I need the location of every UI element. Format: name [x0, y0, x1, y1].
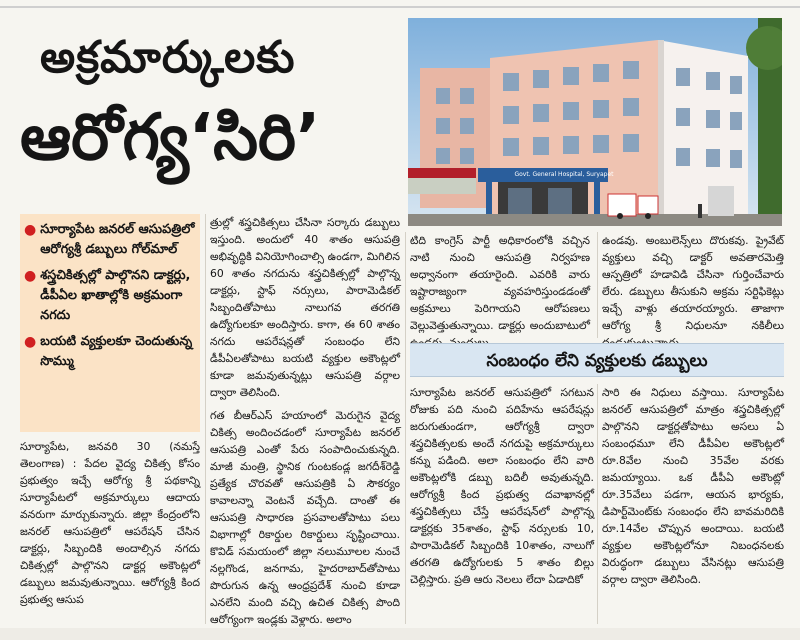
subheading: సంబంధం లేని వ్యక్తులకు డబ్బులు: [410, 343, 784, 377]
column-divider: [405, 232, 406, 624]
highlight-item: [24, 266, 196, 326]
article-column-2: [210, 214, 400, 634]
paragraph: టిది కాంగ్రెస్ పార్టీ అధికారంలోకి వచ్చిన నాటి నుంచి ఆసుపత్రి నిర్వహణ అధ్వానంగా తయారైంది. ఎవరికి వారు ఇష్టారాజ్యంగా వ్యవహరిస్తుండడంతో అక్రమాలు పెరిగాయని ఆరోపణలు వెల్లువెత్తుతున్నాయి. డాక్టర్లు అందుబాటులో: [410, 234, 590, 332]
bullet-icon: ●: [24, 222, 37, 238]
highlight-text: శస్త్రచికిత్సల్లో పాల్గొనని డాక్టర్లు, డీపీఏల ఖాతాల్లోకి అక్రమంగా నగదు: [40, 268, 191, 323]
column-divider: [597, 384, 598, 624]
top-rule: [0, 6, 800, 8]
paragraph: సూర్యాపేట, జనవరి 30 (నమస్తే తెలంగాణ) : పేదల వైద్య చికిత్స కోసం ప్రభుత్వం ఇచ్చే ఆరోగ్య శ్రీ పథకాన్ని సూర్యాపేటలో అక్రమార్కులు ఆదాయ వనరుగా మార్చుకున్నారు. జిల్లా కేంద్రంలోని జనరల్ ఆసుపత్రిలో ఆపరేషన్ చేసిన డాక్టర్లు, సిబ్బందికి అందాల్సిన నగదు చికిత్సల్లో పాల్గొనని డాక్టర్ల అకౌంట్లలో డబ్బులు జమవుతున్నాయి. ఆరోగ్యశ్రీ కింద ప్రభుత్వ ఆసుప: [20, 440, 200, 606]
hospital-building-image: [408, 18, 782, 226]
highlight-item: [24, 332, 196, 372]
article-column-4: [602, 232, 784, 357]
column-divider: [597, 232, 598, 338]
highlight-item: [24, 220, 196, 260]
paragraph: ఉండవు. అంబులెన్స్‌లు దొరుకవు. ప్రైవేట్ వ్యక్తులు వచ్చి డాక్టర్ అవతారమెత్తి ఆస్పత్రిలో హడావిడి చేసినా గుర్తించేవారు లేరు. డబ్బులు తీసుకుని అక్రమ సర్టిఫికెట్లు ఇచ్చే వాళ్లు తయారయ్యారు. తాజాగా ఆరోగ్య శ్రీ నిధులనూ నకిలీలు: [602, 234, 784, 332]
paragraph: సారి ఈ నిధులు వస్తాయి. సూర్యాపేట జనరల్ ఆసుపత్రిలో మాత్రం శస్త్రచికిత్సల్లో పాల్గొనని డాక్టర్లతోపాటు అసలు ఏ సంబంధమూ లేని డీపీఏల అకౌంట్లలో రూ.8వేల నుంచి 35వేల వరకు జమయ్యాయి. ఒక డీపీఏ అకౌంట్లో రూ.35వేలు పడగా, ఆయన భార్యకు, డిపార్ట్‌మెంట్‌కు సంబంధం లేని బావమరిదికి రూ.14వేల చొప్పున అందాయి. బయటి వ్యక్తుల అకౌంట్లలోనూ నిబంధనలకు విరుద్ధంగా డబ్బులు వేసినట్లు ఆసుపత్రి వర్గాల ద్వారా తెలిసింది.: [602, 386, 784, 586]
footer-strip: [0, 628, 800, 640]
highlight-text: బయటి వ్యక్తులకూ చెందుతున్న సొమ్ము: [40, 334, 193, 369]
paragraph: సూర్యాపేట జనరల్ ఆసుపత్రిలో సగటున రోజుకు పది నుంచి పదిహేను ఆపరేషన్లు జరుగుతుండగా, ఆరోగ్యశ్రీ ద్వారా శస్త్రచికిత్సలకు అందే నగదుపై అక్రమార్కులు కన్ను పడింది. అలా సంబంధం లేని వారి అకౌంట్లలోకి డబ్బు బదిలీ అవుతున్నది. ఆరోగ్యశ్రీ కింద ప్రభుత్వ దవాఖానల్లో శస్త్రచికిత్సలు చేస్తే ఆపరేషన్‌లో పాల్గొన్న డాక్టర్లకు 35శాతం, స్టాఫ్ నర్సులకు 10, పారామెడికల్ సిబ్బందికి 10శాతం, నాలుగో తరగతి ఉద్యోగులకు 5 శాతం బిల్లు చెల్లిస్తారు. ప్రతి ఆరు నెలలు లేదా ఏడాదికో: [410, 386, 594, 586]
bullet-icon: ●: [24, 334, 37, 350]
paragraph: గత బీఆర్ఎస్ హయాంలో మెరుగైన వైద్య చికిత్స అందించడంలో సూర్యాపేట జనరల్ ఆసుపత్రి ఎంతో పేరు సంపాదించుకున్నది. మాజీ మంత్రి, స్థానిక గుంటకండ్ల జగదీశ్‌రెడ్డి ప్రత్యేక చొరవతో ఆసుపత్రికి ఏ సౌకర్యం కావాలన్నా వెంటనే వచ్చేది. దాంతో ఈ ఆసుపత్రి సాధారణ ప్రసవాలతోపాటు పలు విభాగాల్లో రికార్డుల రికార్డులు సృష్టించాయి. కొవిడ్ సమయంలో జిల్లా నలుమూలల నుంచే నల్లగొండ, జనగామ, హైదరాబాద్‌తోపాటు పొరుగున ఉన్న ఆంధ్రప్రదేశ్ నుంచి కూడా ఎనలేని మంది వచ్చి ఉచిత చికిత్స పొంది ఆరోగ్యంగా ఇండ్లకు వెళ్లారు. అలాం: [210, 409, 400, 626]
bullet-icon: ●: [24, 268, 37, 284]
article-column-6: [602, 384, 784, 594]
highlights-box: [20, 214, 200, 432]
headline-line-2: ఆరోగ్య‘సిరి’: [20, 101, 321, 175]
hospital-sign: Govt. General Hospital, Suryapet: [514, 171, 614, 178]
article-column-1: [20, 438, 200, 614]
column-divider: [205, 214, 206, 624]
highlight-text: సూర్యాపేట జనరల్ ఆసుపత్రిలో ఆరోగ్యశ్రీ డబ్బులు గోల్‌మాల్: [40, 222, 195, 257]
article-column-5: [410, 384, 594, 594]
article-column-3: [410, 232, 590, 357]
headline-line-1: అక్రమార్కులకు: [40, 32, 296, 83]
hospital-photo: [408, 18, 782, 226]
paragraph: త్రుల్లో శస్త్రచికిత్సలు చేసినా సర్కారు డబ్బులు ఇస్తుంది. అందులో 40 శాతం ఆసుపత్రి అభివృద్ధికి వినియోగించాల్సి ఉండగా, మిగిలిన 60 శాతం నగదును శస్త్రచికిత్సల్లో పాల్గొన్న డాక్టర్లు, స్టాఫ్ నర్సులు, పారామెడికల్ సిబ్బందితోపాటు నాలుగవ తరగతి ఉద్యోగులకూ అందిస్తారు. కాగా, ఈ 60 శాతం నగదు ఆపరేషన్లతో సంబంధం లేని డీపీఏలతోపాటు బయటి వ్యక్తుల అకౌంట్లలో కూడా జమవుతున్నట్లు ఆసుపత్రి వర్గాల ద్వారా తెలిసింది.: [210, 216, 400, 399]
